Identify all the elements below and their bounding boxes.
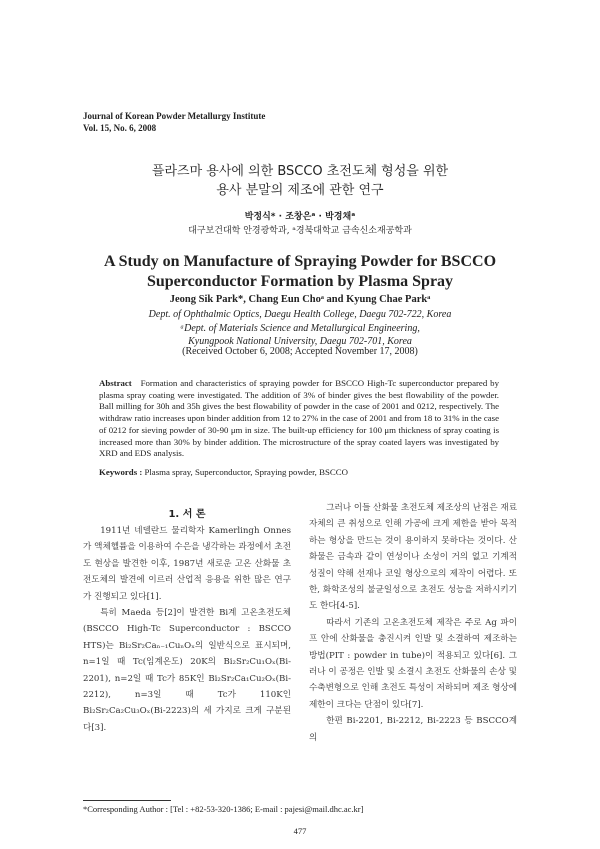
keywords: [99, 467, 499, 477]
received-dates: (Received October 6, 2008; Accepted November 17, 2008): [182, 346, 418, 357]
korean-authors: 박정식* · 조창은ᵃ · 박경채ᵃ: [244, 212, 356, 222]
page-number: 477: [293, 826, 307, 836]
english-title: [0, 252, 600, 292]
left-paragraph-1: 1911년 네델란드 물리학자 Kamerlingh Onnes가 액체헬륨을 이용하여 수은을 냉각하는 과정에서 초전도 현상을 발견한 이후, 1987년 새로운 고온 산화물 초전도체의 발견에 이르러 산업적 응용을 위한 많은 연구가 진행되고 있다[1].: [83, 526, 291, 602]
keywords-label: Keywords :: [99, 467, 143, 477]
journal-header: [83, 110, 265, 134]
english-authors: Jeong Sik Park*, Chang Eun Choᵃ and Kyung Chae Parkᵃ: [169, 294, 431, 305]
korean-affiliation: 대구보건대학 안경광학과, ᵃ경북대학교 금속신소재공학과: [188, 226, 412, 236]
abstract: [99, 378, 499, 460]
footnote-divider: [83, 800, 171, 801]
right-column: [309, 500, 517, 746]
abstract-text: Formation and characteristics of spraying powder for BSCCO High-Tc superconductor prepared by plasma spray coating were investigated. The addition of 3% of binder gives the best flowability of the powder. Ball milling for 30h and 35h gives the best flowability of powder in the case of 2001 and 0212, respectively. The withdraw ratio increases upon binder addition from 12 to 27% in the case of 2001 and from 18 to 31% in the case of 0212 for sieving powder of 30-90 μm in size. The built-up efficiency for 100 μm thickness of spray coating is increased more than 30% by binder addition. The microstructure of the spray coated layers was investigated by XRD and EDS analysis.: [99, 378, 499, 459]
corresponding-author-footnote: *Corresponding Author : [Tel : +82-53-320-1386; E-mail : pajesi@mail.dhc.ac.kr]: [83, 804, 364, 814]
english-affiliation-3: Kyungpook National University, Daegu 702-701, Korea: [188, 336, 412, 347]
right-paragraph-3: 한편 Bi-2201, Bi-2212, Bi-2223 등 BSCCO계의: [309, 716, 517, 743]
right-paragraph-2: 따라서 기존의 고온초전도체 제작은 주로 Ag 파이프 안에 산화물을 충진시켜 인발 및 소결하여 제조하는 방법(PIT : powder in tube)이 적용되고 있다[6]. 그러나 이 공정은 인발 및 소결시 초전도 산화물의 손상 및 수축변형으로 인해 초전도 특성이 저하되며 제조 형상에 제한이 크다는 단점이 있다[7].: [309, 617, 517, 710]
korean-title: [0, 162, 600, 200]
english-affiliation: [0, 308, 600, 349]
english-affiliation-1: Dept. of Ophthalmic Optics, Daegu Health College, Daegu 702-722, Korea: [148, 309, 452, 320]
right-paragraph-1: 그러나 이들 산화물 초전도체 제조상의 난점은 재료 자체의 큰 취성으로 인해 가공에 크게 제한을 받아 목적하는 형상을 만드는 것이 용이하지 못하다는 것이다. 산화물은 금속과 같이 연성이나 소성이 거의 없고 기계적 성질이 약해 선재나 코일 형상으로의 제작이 어렵다. 또한, 화학조성의 불균일성으로 초전도 성능을 저하시키기도 한다[4-5].: [309, 503, 517, 612]
korean-title-line1: 플라즈마 용사에 의한 BSCCO 초전도체 형성을 위한: [151, 164, 449, 179]
abstract-label: Abstract: [99, 378, 132, 388]
journal-volume: Vol. 15, No. 6, 2008: [83, 123, 157, 133]
keywords-text: Plasma spray, Superconductor, Spraying powder, BSCCO: [144, 467, 348, 477]
journal-name: Journal of Korean Powder Metallurgy Institute: [83, 111, 266, 121]
english-affiliation-2: ᵃDept. of Materials Science and Metallurgical Engineering,: [180, 322, 420, 334]
english-title-line2: Superconductor Formation by Plasma Spray: [146, 273, 454, 290]
english-title-line1: A Study on Manufacture of Spraying Powder for BSCCO: [103, 253, 497, 270]
section-heading-introduction: 1. 서 론: [168, 509, 206, 520]
left-column: [83, 523, 291, 736]
left-paragraph-2: 특히 Maeda 등[2]이 발견한 Bi계 고온초전도체(BSCCO High-Tc Superconductor : BSCCO HTS)는 Bi₂Sr₂Caₙ₋₁CuₙOₓ의 일반식으로 표시되며, n=1일 때 Tc(임계온도) 20K의 Bi₂Sr₂Cu₁Oₓ(Bi-2201), n=2일 때 Tc가 85K인 Bi₂Sr₂Ca₁Cu₂Oₓ(Bi-2212), n=3일 때 Tc가 110K인 Bi₂Sr₂Ca₂Cu₃Oₓ(Bi-2223)의 세 가지로 크게 구분된다[3].: [83, 608, 291, 733]
korean-title-line2: 용사 분말의 제조에 관한 연구: [216, 183, 384, 198]
